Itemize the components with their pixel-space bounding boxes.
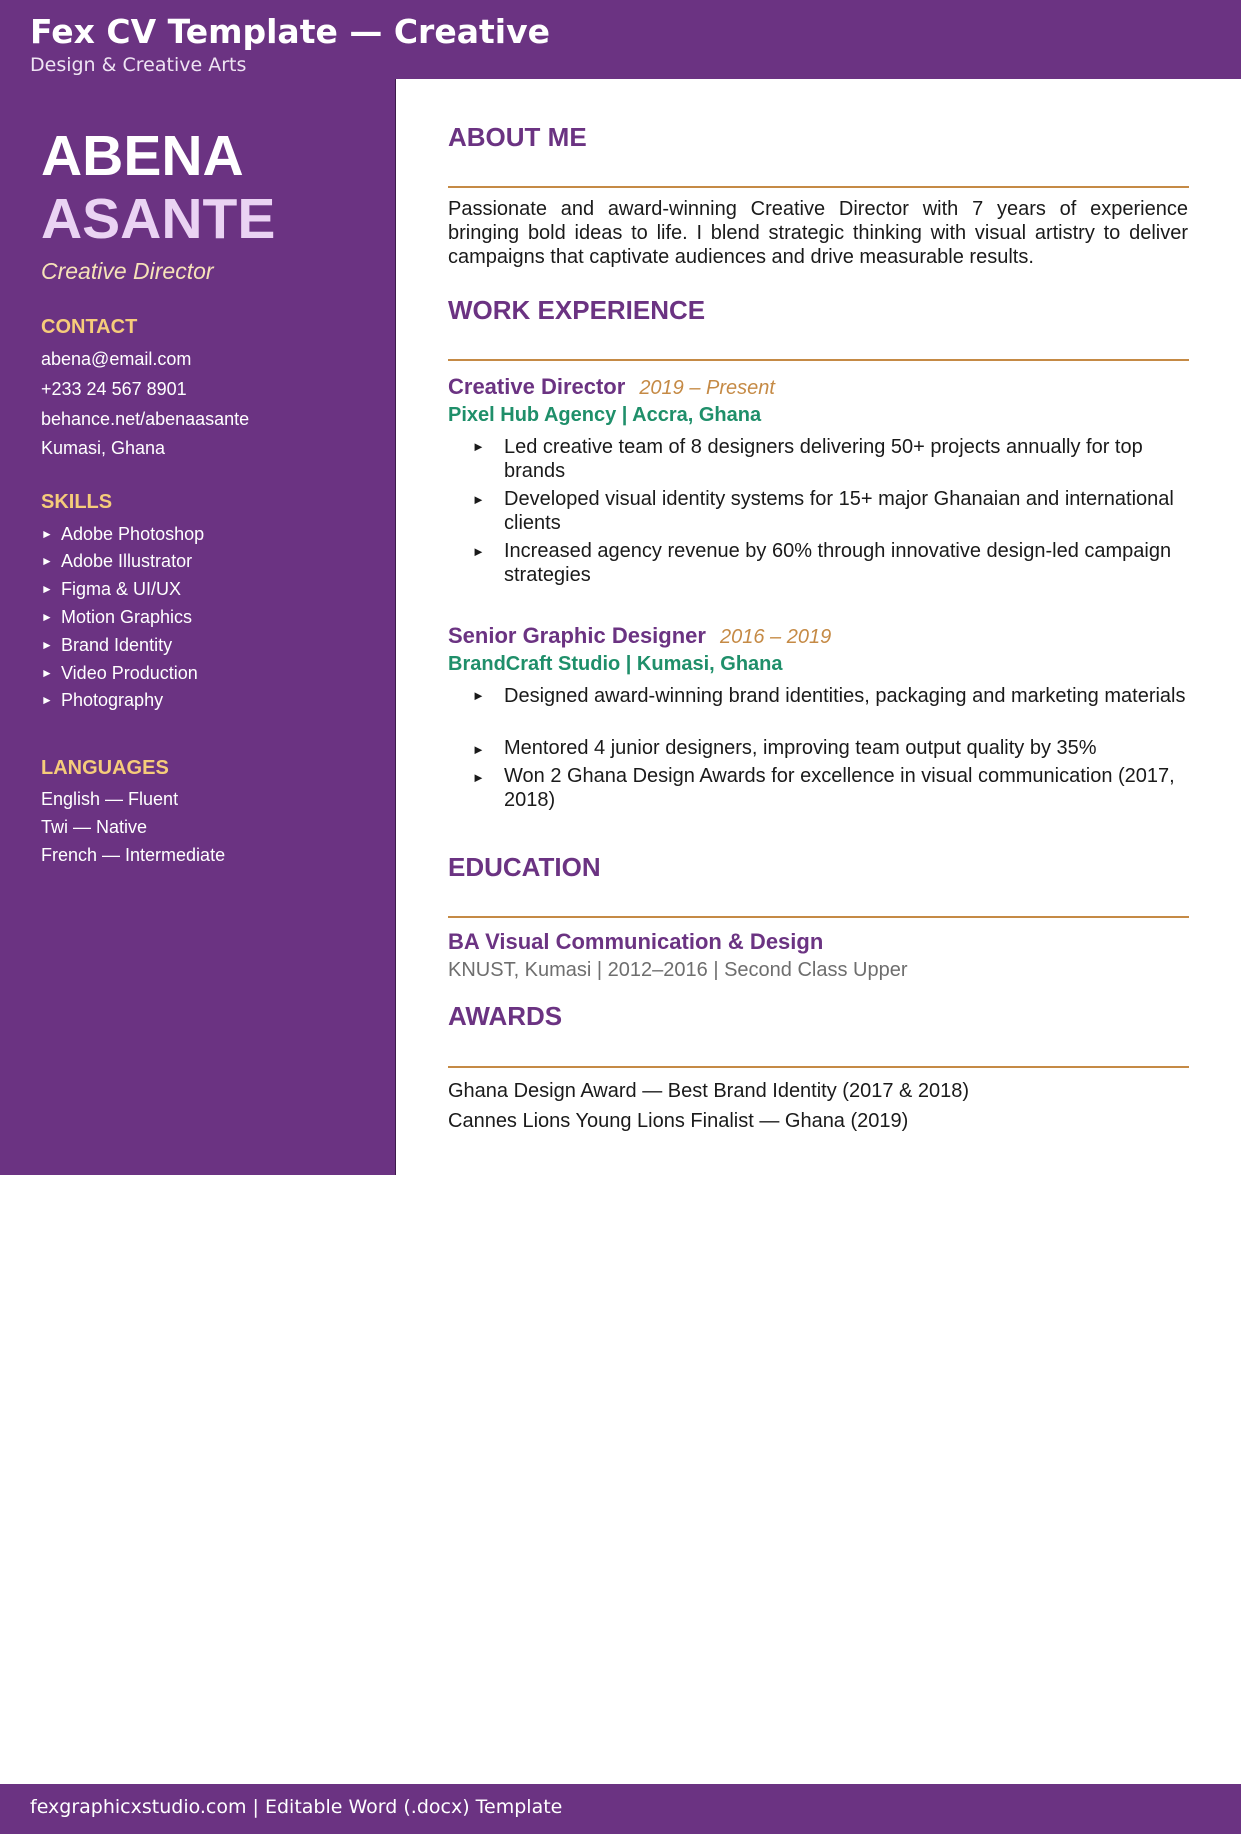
bullet-arrow-icon: ► [472, 439, 485, 454]
bullet-arrow-icon: ► [472, 742, 485, 757]
award-item: Ghana Design Award — Best Brand Identity (2017 & 2018) [448, 1080, 970, 1102]
job-bullet: Developed visual identity systems for 15+ major Ghanaian and international clients [504, 488, 1174, 534]
job-title: Creative Director 2019 – Present [448, 374, 775, 399]
template-subtitle: Design & Creative Arts [30, 54, 247, 76]
job-dates: 2016 – 2019 [719, 626, 832, 648]
bullet-arrow-icon: ► [472, 492, 485, 507]
skill-item: ► Video Production [41, 663, 198, 683]
skills-heading: SKILLS [41, 491, 113, 513]
language-item: English — Fluent [41, 789, 179, 809]
last-name: ASANTE [41, 187, 276, 251]
contact-email: abena@email.com [41, 349, 192, 369]
job-bullet: Led creative team of 8 designers delivering 50+ projects annually for top brands [504, 436, 1143, 482]
bullet-arrow-icon: ► [472, 688, 485, 703]
bullet-arrow-icon: ► [41, 610, 53, 624]
first-name: ABENA [41, 124, 244, 188]
language-item: Twi — Native [41, 817, 148, 837]
contact-heading: CONTACT [41, 316, 138, 338]
footer-text: fexgraphicxstudio.com | Editable Word (.docx) Template [30, 1796, 563, 1818]
award-item: Cannes Lions Young Lions Finalist — Ghana (2019) [448, 1110, 909, 1132]
job-bullet: Increased agency revenue by 60% through innovative design-led campaign strategies [504, 540, 1172, 586]
role-title: Creative Director [41, 258, 214, 284]
job-company: BrandCraft Studio | Kumasi, Ghana [448, 653, 783, 675]
job-bullet: Mentored 4 junior designers, improving team output quality by 35% [504, 737, 1097, 759]
section-divider [448, 359, 1189, 361]
bullet-arrow-icon: ► [41, 638, 53, 652]
section-divider [448, 916, 1189, 918]
job-title: Senior Graphic Designer 2016 – 2019 [448, 623, 832, 648]
degree-title: BA Visual Communication & Design [448, 929, 824, 954]
experience-heading: WORK EXPERIENCE [448, 295, 706, 325]
skill-item: ► Photography [41, 690, 164, 710]
bullet-arrow-icon: ► [41, 582, 53, 596]
awards-heading: AWARDS [448, 1001, 563, 1031]
skill-item: ► Motion Graphics [41, 607, 193, 627]
skill-item: ► Brand Identity [41, 635, 173, 655]
job-bullet: Designed award-winning brand identities, packaging and marketing materials [504, 685, 1186, 707]
bullet-arrow-icon: ► [472, 544, 485, 559]
contact-phone: +233 24 567 8901 [41, 379, 187, 399]
template-title: Fex CV Template — Creative [30, 12, 550, 51]
section-divider [448, 186, 1189, 188]
education-heading: EDUCATION [448, 852, 601, 882]
about-heading: ABOUT ME [448, 122, 587, 152]
skill-item: ► Adobe Photoshop [41, 524, 205, 544]
languages-heading: LANGUAGES [41, 757, 169, 779]
skill-item: ► Adobe Illustrator [41, 551, 193, 571]
template-header [0, 0, 1241, 79]
job-dates: 2019 – Present [639, 377, 775, 399]
template-footer [0, 1784, 1241, 1834]
bullet-arrow-icon: ► [41, 666, 53, 680]
contact-portfolio: behance.net/abenaasante [41, 409, 250, 429]
bullet-arrow-icon: ► [472, 770, 485, 785]
skill-item: ► Figma & UI/UX [41, 579, 182, 599]
job-company: Pixel Hub Agency | Accra, Ghana [448, 404, 762, 426]
bullet-arrow-icon: ► [41, 527, 53, 541]
job-bullet: Won 2 Ghana Design Awards for excellence in visual communication (2017, 2018) [504, 765, 1175, 811]
about-text: Passionate and award-winning Creative Director with 7 years of experience bringing bold ideas to life. I blend strategic thinking with visual artistry to deliver campaigns that captivate audiences and drive measurable results. [448, 198, 1188, 268]
contact-location: Kumasi, Ghana [41, 438, 166, 458]
section-divider [448, 1066, 1189, 1068]
bullet-arrow-icon: ► [41, 693, 53, 707]
bullet-arrow-icon: ► [41, 554, 53, 568]
education-details: KNUST, Kumasi | 2012–2016 | Second Class Upper [448, 959, 908, 981]
language-item: French — Intermediate [41, 845, 226, 865]
